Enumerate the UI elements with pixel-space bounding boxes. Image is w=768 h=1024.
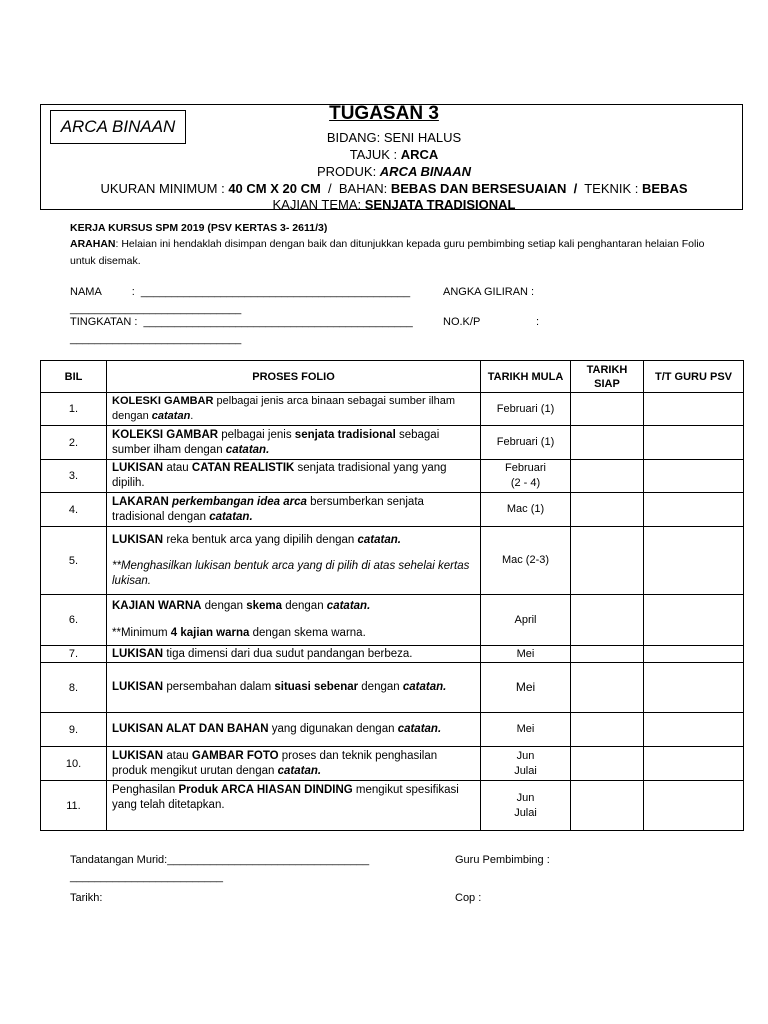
table-row — [41, 460, 744, 493]
tarikh-field[interactable]: Tarikh: — [70, 892, 103, 904]
row-bil: 10. — [41, 747, 107, 781]
row-tarikh-siap-cell[interactable] — [571, 393, 644, 426]
col-tarikh-mula: TARIKH MULA — [481, 361, 571, 393]
row-bil: 3. — [41, 460, 107, 493]
col-tt-guru-psv: T/T GURU PSV — [644, 361, 744, 393]
row-proses: LUKISAN atau CATAN REALISTIK senjata tradisional yang yang dipilih. — [107, 460, 481, 493]
row-bil: 9. — [41, 713, 107, 747]
row-proses: LUKISAN ALAT DAN BAHAN yang digunakan dengan catatan. — [107, 713, 481, 747]
row-bil: 4. — [41, 493, 107, 527]
ukuran-line: UKURAN MINIMUM : 40 CM X 20 CM / BAHAN: BEBAS DAN BERSESUAIAN / TEKNIK : BEBAS — [100, 181, 688, 196]
row-tt-cell[interactable] — [644, 713, 744, 747]
nokp-colon: : — [536, 316, 540, 328]
row-tarikh-siap-cell[interactable] — [571, 747, 644, 781]
nama-field-cont: ____________________________ — [70, 303, 242, 315]
row-tarikh-mula: Februari (2 - 4) — [481, 460, 571, 493]
row-tarikh-siap-cell[interactable] — [571, 713, 644, 747]
row-tt-cell[interactable] — [644, 646, 744, 663]
guru-pembimbing-field[interactable]: Guru Pembimbing : — [455, 854, 550, 866]
col-tarikh-siap: TARIKH SIAP — [571, 361, 644, 393]
angka-giliran-field[interactable]: ANGKA GILIRAN : — [443, 286, 535, 298]
table-row — [41, 646, 744, 663]
table-row — [41, 663, 744, 713]
table-row — [41, 527, 744, 595]
row-tarikh-siap-cell[interactable] — [571, 527, 644, 595]
row-proses: LUKISAN reka bentuk arca yang dipilih dengan catatan. **Menghasilkan lukisan bentuk arca yang di pilih di atas sehelai kertas lukisan. — [107, 527, 481, 595]
tingkatan-field-cont: ____________________________ — [70, 333, 242, 345]
row-proses: Penghasilan Produk ARCA HIASAN DINDING mengikut spesifikasi yang telah ditetapkan. — [107, 781, 481, 831]
table-row — [41, 713, 744, 747]
row-bil: 6. — [41, 595, 107, 646]
row-tt-cell[interactable] — [644, 426, 744, 460]
row-tt-cell[interactable] — [644, 781, 744, 831]
row-tarikh-mula: Mac (2-3) — [481, 527, 571, 595]
tandatangan-murid-cont: _________________________ — [70, 871, 223, 883]
nokp-field[interactable]: NO.K/P — [443, 316, 481, 328]
page-title: TUGASAN 3 — [329, 103, 439, 124]
row-tarikh-siap-cell[interactable] — [571, 460, 644, 493]
nama-field[interactable]: NAMA : ____________________________________________ — [70, 286, 411, 298]
col-proses-folio: PROSES FOLIO — [107, 361, 481, 393]
row-tarikh-siap-cell[interactable] — [571, 781, 644, 831]
proses-folio-table — [40, 360, 744, 831]
table-row — [41, 747, 744, 781]
row-tt-cell[interactable] — [644, 527, 744, 595]
tandatangan-murid-field[interactable]: Tandatangan Murid:_________________________________ — [70, 854, 370, 866]
row-bil: 1. — [41, 393, 107, 426]
row-bil: 5. — [41, 527, 107, 595]
row-tt-cell[interactable] — [644, 663, 744, 713]
row-tt-cell[interactable] — [644, 460, 744, 493]
row-proses: KOLESKI GAMBAR pelbagai jenis arca binaan sebagai sumber ilham dengan catatan. — [107, 393, 481, 426]
kajian-tema-line: KAJIAN TEMA: SENJATA TRADISIONAL — [272, 197, 516, 212]
row-proses: LUKISAN atau GAMBAR FOTO proses dan teknik penghasilan produk mengikut urutan dengan catatan. — [107, 747, 481, 781]
row-bil: 8. — [41, 663, 107, 713]
row-tarikh-siap-cell[interactable] — [571, 493, 644, 527]
row-tt-cell[interactable] — [644, 595, 744, 646]
row-tt-cell[interactable] — [644, 493, 744, 527]
cop-field[interactable]: Cop : — [455, 892, 482, 904]
row-tarikh-mula: Mac (1) — [481, 493, 571, 527]
row-tt-cell[interactable] — [644, 747, 744, 781]
table-header-row — [41, 361, 744, 393]
row-proses: LUKISAN tiga dimensi dari dua sudut pandangan berbeza. — [107, 646, 481, 663]
row-proses: LUKISAN persembahan dalam situasi sebenar dengan catatan. — [107, 663, 481, 713]
row-bil: 2. — [41, 426, 107, 460]
row-proses: KOLEKSI GAMBAR pelbagai jenis senjata tradisional sebagai sumber ilham dengan catatan. — [107, 426, 481, 460]
row-tarikh-mula: Mei — [481, 646, 571, 663]
row-tt-cell[interactable] — [644, 393, 744, 426]
produk-line: PRODUK: ARCA BINAAN — [316, 164, 472, 179]
row-tarikh-siap-cell[interactable] — [571, 595, 644, 646]
row-tarikh-mula: Jun Julai — [481, 747, 571, 781]
row-tarikh-mula: Februari (1) — [481, 393, 571, 426]
row-tarikh-siap-cell[interactable] — [571, 646, 644, 663]
table-row — [41, 426, 744, 460]
row-proses: LAKARAN perkembangan idea arca bersumberkan senjata tradisional dengan catatan. — [107, 493, 481, 527]
arahan-text: ARAHAN: Helaian ini hendaklah disimpan dengan baik dan ditunjukkan kepada guru pembimbing setiap kali penghantaran helaian Folio untuk disemak. — [70, 238, 705, 267]
table-row — [41, 595, 744, 646]
row-tarikh-siap-cell[interactable] — [571, 426, 644, 460]
row-tarikh-mula: Jun Julai — [481, 781, 571, 831]
row-tarikh-mula: Februari (1) — [481, 426, 571, 460]
row-tarikh-siap-cell[interactable] — [571, 663, 644, 713]
row-tarikh-mula: Mei — [481, 713, 571, 747]
table-row — [41, 781, 744, 831]
table-row — [41, 493, 744, 527]
product-label-box: ARCA BINAAN — [50, 110, 186, 144]
row-tarikh-mula: Mei — [481, 663, 571, 713]
bidang-line: BIDANG: SENI HALUS — [326, 130, 462, 145]
table-row — [41, 393, 744, 426]
row-bil: 7. — [41, 646, 107, 663]
row-proses: KAJIAN WARNA dengan skema dengan catatan. **Minimum 4 kajian warna dengan skema warna. — [107, 595, 481, 646]
kerja-kursus-heading: KERJA KURSUS SPM 2019 (PSV KERTAS 3- 2611/3) — [70, 222, 328, 234]
tingkatan-field[interactable]: TINGKATAN : ____________________________________________ — [70, 316, 413, 328]
tajuk-line: TAJUK : ARCA — [349, 147, 439, 162]
row-tarikh-mula: April — [481, 595, 571, 646]
col-bil: BIL — [41, 361, 107, 393]
row-bil: 11. — [41, 781, 107, 831]
